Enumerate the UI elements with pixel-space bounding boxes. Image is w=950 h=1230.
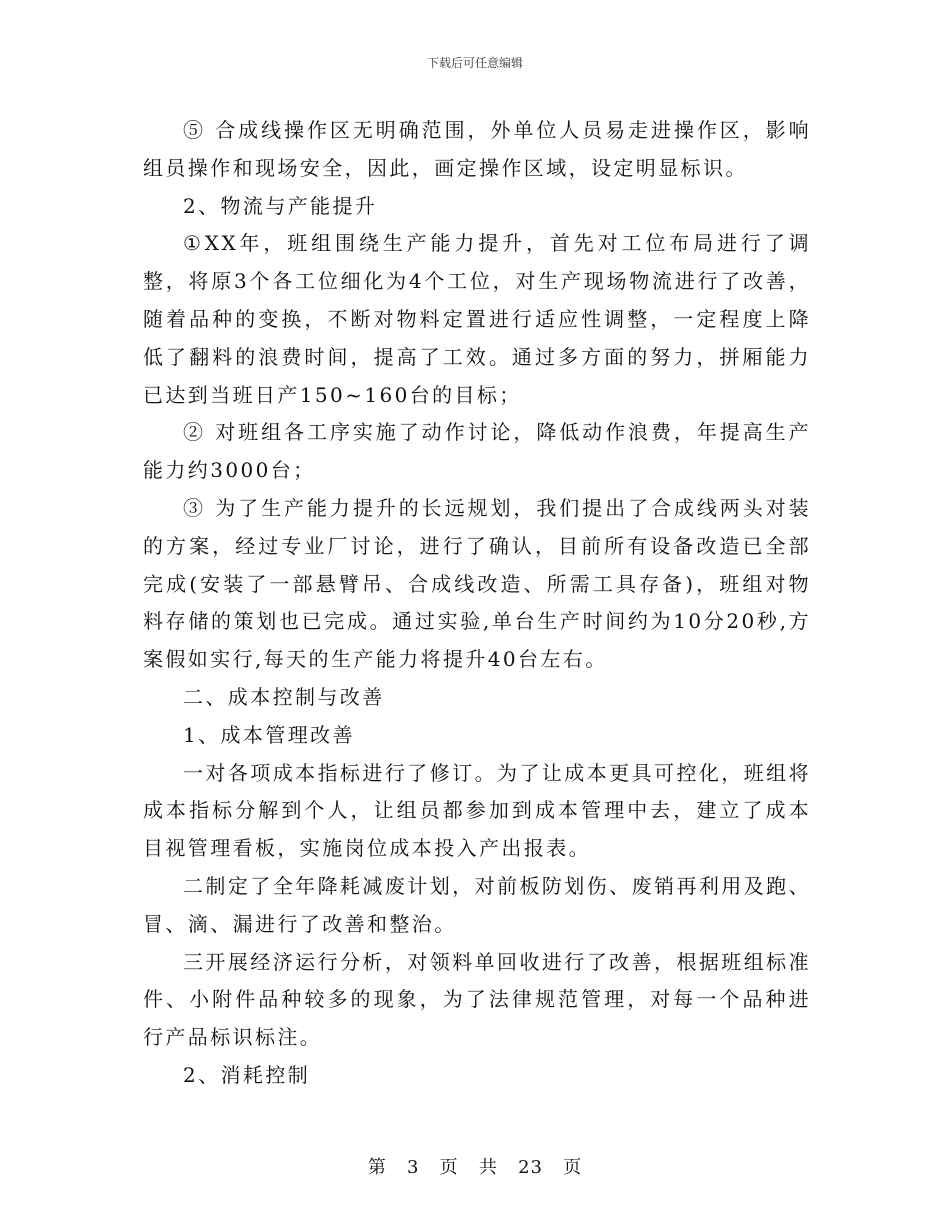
paragraph-economic-analysis: 三开展经济运行分析，对领料单回收进行了改善，根据班组标准件、小附件品种较多的现象，为了法律规范管理，对每一个品种进行产品标识标注。 — [143, 949, 811, 1050]
page-header-note: 下载后可任意编辑 — [426, 56, 523, 70]
section-heading-cost-control: 二、成本控制与改善 — [183, 684, 385, 709]
footer-current-page: 3 — [407, 1157, 420, 1178]
paragraph-item-1: ①XX年，班组围绕生产能力提升，首先对工位布局进行了调整，将原3个各工位细化为4个工位，对生产现场物流进行了改善，随着品种的变换，不断对物料定置进行适应性调整，一定程度上降低了翻料的浪费时间，提高了工效。通过多方面的努力，拼厢能力已达到当班日产150~160台的目标； — [143, 231, 811, 407]
footer-prefix: 第 — [367, 1157, 387, 1178]
footer-suffix: 页 — [563, 1157, 583, 1178]
paragraph-item-5: ⑤ 合成线操作区无明确范围，外单位人员易走进操作区，影响组员操作和现场安全，因此，画定操作区域，设定明显标识。 — [143, 118, 811, 180]
section-heading-logistics: 2、物流与产能提升 — [183, 193, 378, 218]
paragraph-cost-indicators: 一对各项成本指标进行了修订。为了让成本更具可控化，班组将成本指标分解到个人，让组员都参加到成本管理中去，建立了成本目视管理看板，实施岗位成本投入产出报表。 — [143, 760, 811, 861]
subheading-cost-management: 1、成本管理改善 — [183, 722, 355, 747]
paragraph-item-2: ② 对班组各工序实施了动作讨论，降低动作浪费，年提高生产能力约3000台； — [143, 420, 811, 483]
subheading-consumption-control: 2、消耗控制 — [183, 1062, 311, 1087]
footer-page-word: 页 — [439, 1157, 459, 1178]
footer-total-pages: 23 — [518, 1157, 543, 1178]
document-body — [143, 112, 811, 1095]
footer-total-word: 共 — [478, 1157, 498, 1178]
paragraph-waste-reduction: 二制定了全年降耗减废计划，对前板防划伤、废销再利用及跑、冒、滴、漏进行了改善和整治。 — [143, 873, 811, 936]
page-footer — [0, 1153, 950, 1179]
paragraph-item-3: ③ 为了生产能力提升的长远规划，我们提出了合成线两头对装的方案，经过专业厂讨论，进行了确认，目前所有设备改造已全部完成(安装了一部悬臂吊、合成线改造、所需工具存备)，班组对物料存储的策划也已完成。通过实验,单台生产时间约为10分20秒,方案假如实行,每天的生产能力将提升40台左右。 — [143, 495, 811, 672]
